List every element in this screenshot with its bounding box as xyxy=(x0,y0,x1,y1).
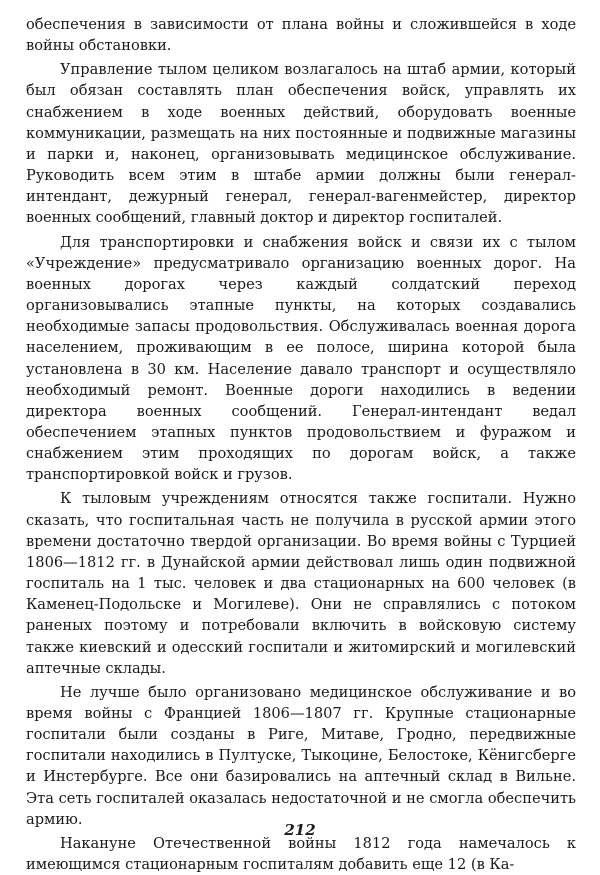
paragraph-eve-of-war: Накануне Отечественной войны 1812 года намечалось к имеющимся стационарным госпиталям добавить еще 12 (в Ка- xyxy=(26,834,576,874)
paragraph-medical-service: Не лучше было организовано медицинское обслуживание и во время войны с Францией 1806—1807 гг. Крупные стационарные госпитали были созданы в Риге, Митаве, Гродно, передвижные госпитали находились в Пултуске, Тыкоцине, Белостоке, Кёнигсберге и Инстербурге. Все они базировались на аптечный склад в Вильне. Эта сеть госпиталей оказалась недостаточной и не смогла обеспечить армию. xyxy=(26,683,576,828)
page-text-body xyxy=(26,14,576,875)
page-number: 212 xyxy=(284,821,316,839)
paragraph-continuation: обеспечения в зависимости от плана войны и сложившейся в ходе войны обстановки. xyxy=(26,16,576,55)
paragraph-hospitals: К тыловым учреждениям относятся также госпитали. Нужно сказать, что госпитальная часть не получила в русской армии этого времени достаточно твердой организации. Во время войны с Турцией 1806—1812 гг. в Дунайской армии действовал лишь один подвижной госпиталь на 1 тыс. человек и два стационарных на 600 человек (в Каменец-Подольске и Могилеве). Они не справлялись с потоком раненых поэтому и потребовали включить в войсковую систему также киевский и одесский госпитали и житомирский и могилевский аптечные склады. xyxy=(26,490,576,677)
paragraph-military-roads: Для транспортировки и снабжения войск и связи их с тылом «Учреждение» предусматривало организацию военных дорог. На военных дорогах через каждый солдатский переход организовывались этапные пункты, на которых создавались необходимые запасы продовольствия. Обслуживалась военная дорога населением, проживающим в ее полосе, ширина которой была установлена в 30 км. Население давало транспорт и осуществляло необходимый ремонт. Военные дороги находились в ведении директора военных сообщений. Генерал-интендант ведал обеспечением этапных пунктов продовольствием и фуражом и снабжением этим проходящих по дорогам войск, а также транспортировкой войск и грузов. xyxy=(26,233,576,484)
paragraph-rear-management: Управление тылом целиком возлагалось на штаб армии, который был обязан составлять план обеспечения войск, управлять их снабжением в ходе военных действий, оборудовать военные коммуникации, размещать на них постоянные и подвижные магазины и парки и, наконец, организовывать медицинское обслуживание. Руководить всем этим в штабе армии должны были генерал-интендант, дежурный генерал, генерал-вагенмейстер, директор военных сообщений, главный доктор и директор госпиталей. xyxy=(26,61,576,227)
